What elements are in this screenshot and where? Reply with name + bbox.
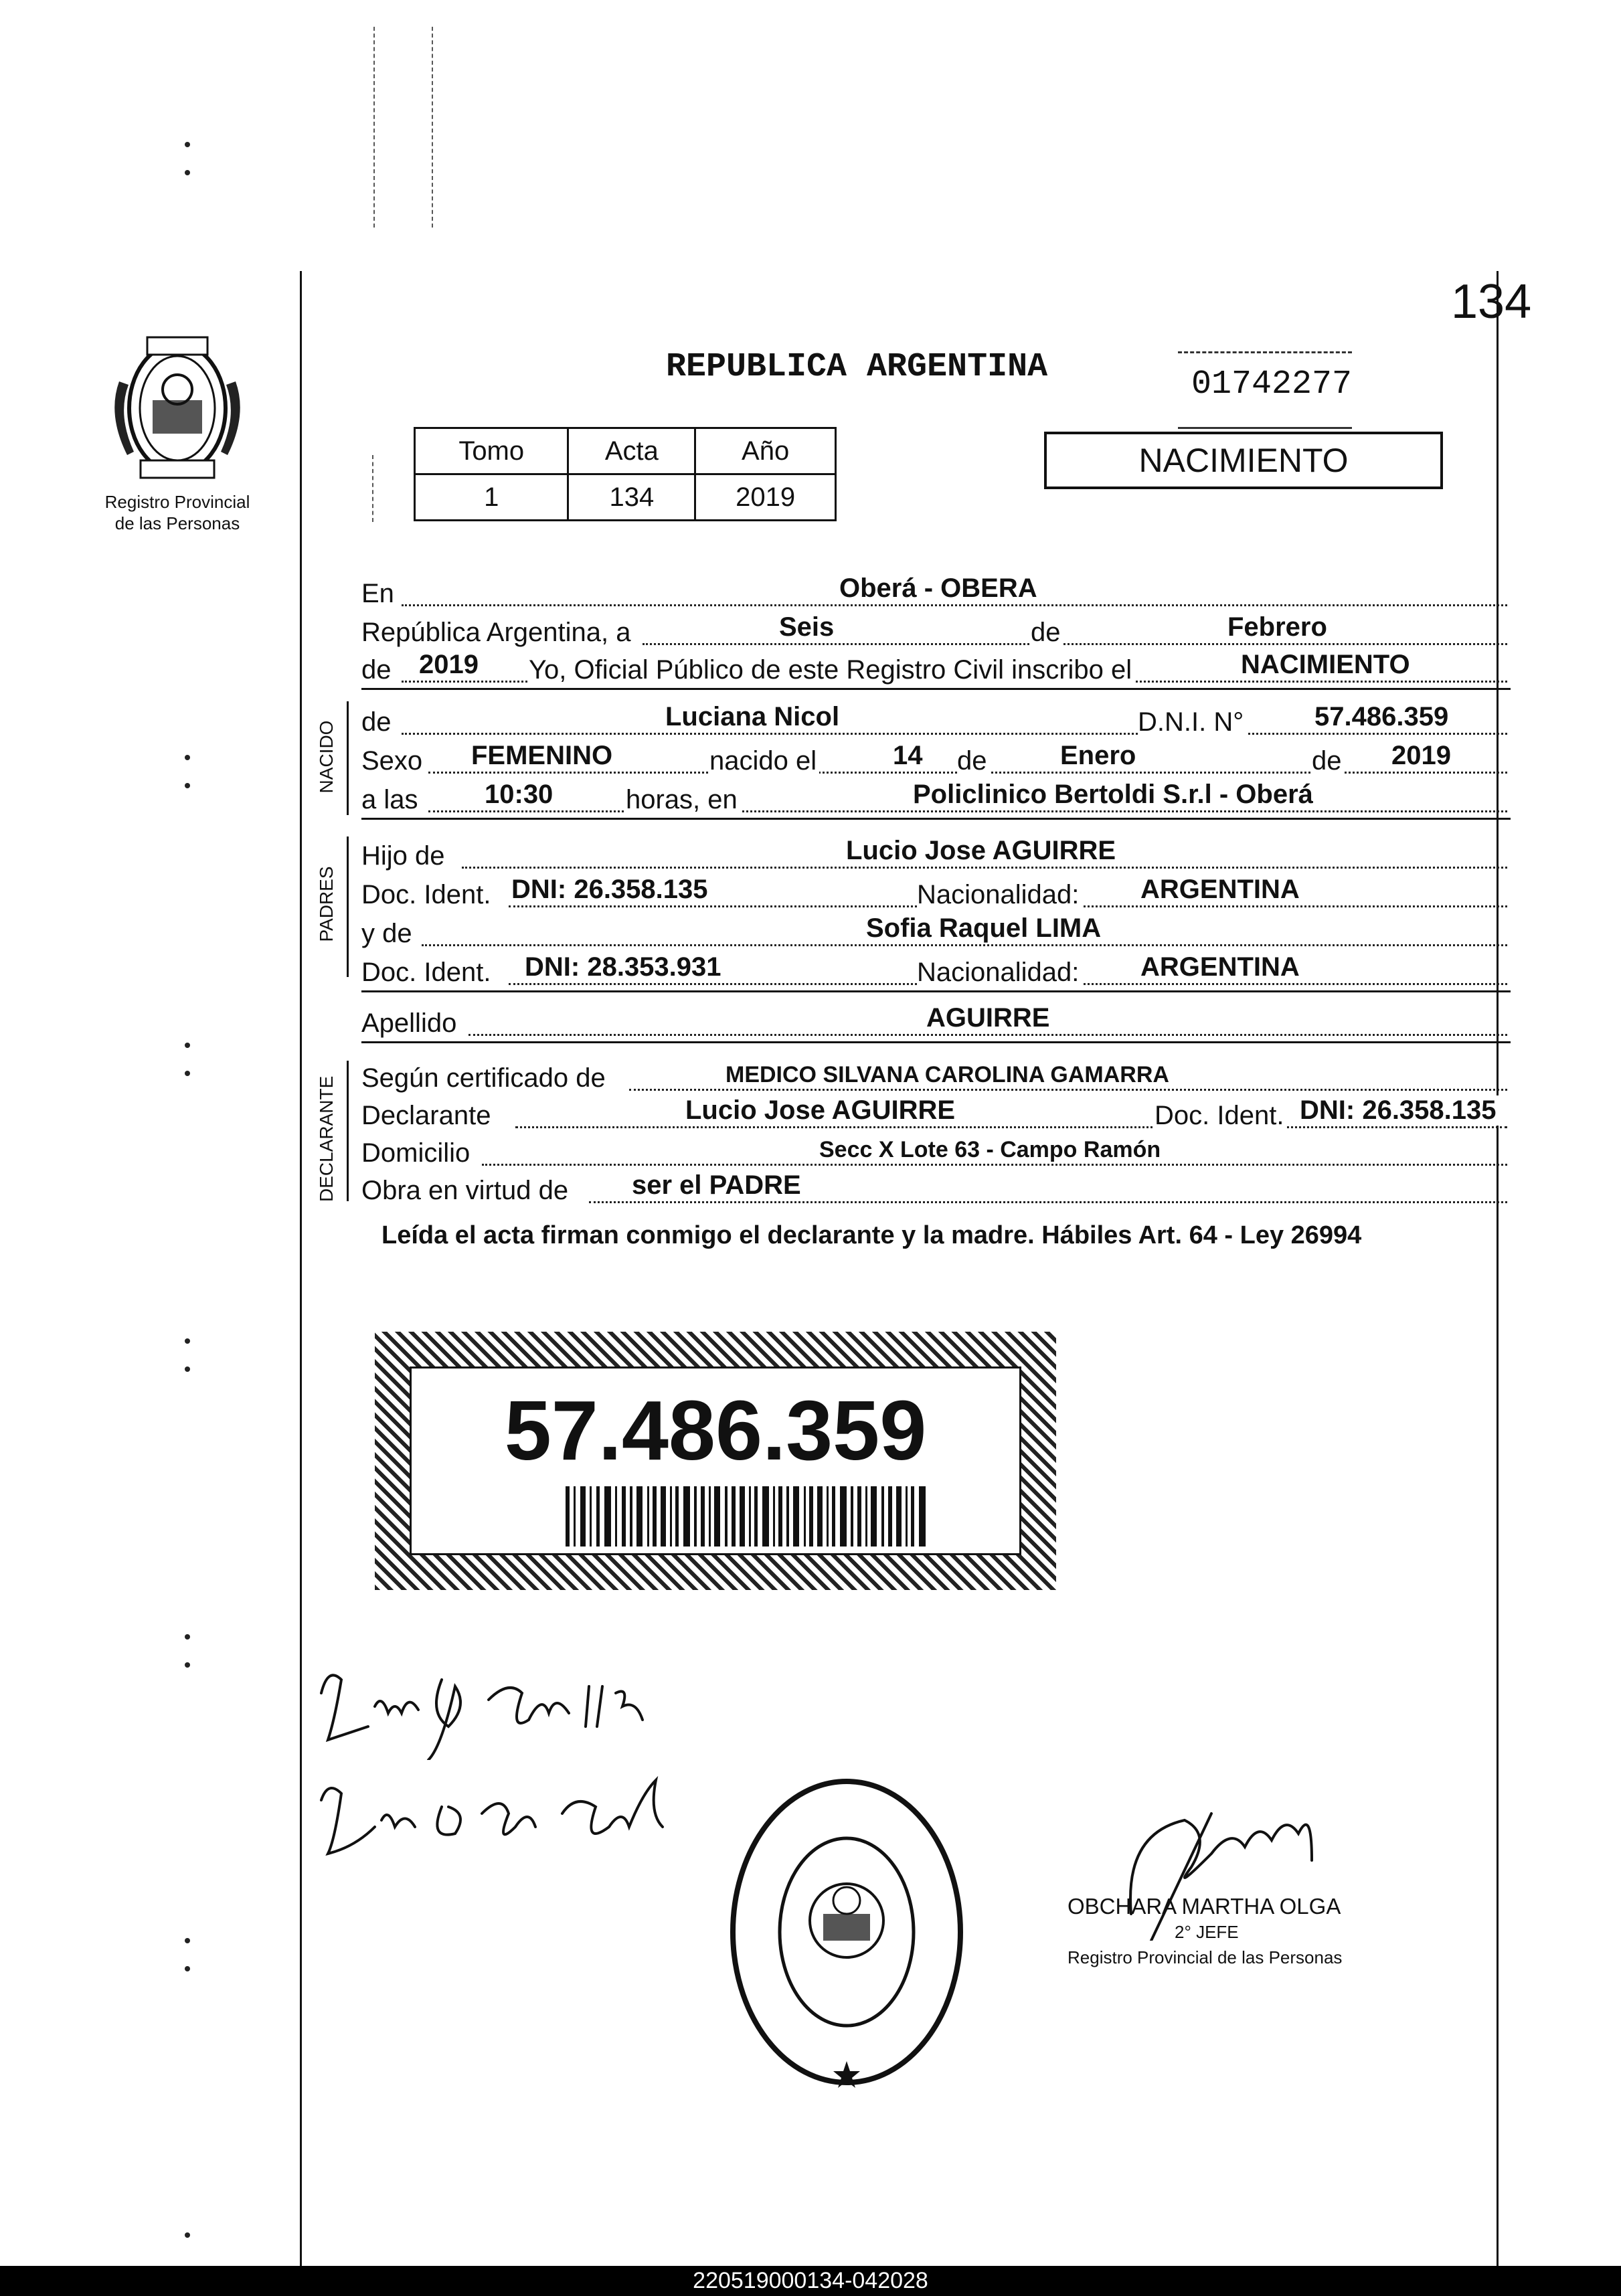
book-header-tomo: Tomo (415, 428, 568, 474)
sexo-label: Sexo (361, 746, 425, 776)
registry-logo (100, 328, 254, 489)
dom-label: Domicilio (361, 1138, 473, 1168)
margin-dot (185, 1634, 190, 1640)
section-divider (361, 818, 1511, 820)
nacido-el-label: nacido el (709, 746, 819, 776)
book-value-ano: 2019 (695, 474, 836, 521)
row-nacido-time (361, 780, 1507, 815)
margin-dot (185, 1938, 190, 1943)
mother-doc: DNI: 28.353.931 (522, 952, 724, 982)
birth-place: Policlinico Bertoldi S.r.l - Oberá (910, 780, 1316, 810)
day-value: Seis (776, 612, 837, 642)
page-number: 134 (1451, 275, 1532, 329)
serial-number-box (1178, 351, 1352, 429)
row-en (361, 574, 1507, 609)
margin-dot (185, 1043, 190, 1048)
signature-madre (308, 1753, 723, 1867)
cert-label: Según certificado de (361, 1063, 608, 1093)
nacido-de-label: de (361, 707, 394, 737)
official-title: 2° JEFE (1175, 1922, 1239, 1942)
mother-doc-label: Doc. Ident. (361, 958, 493, 988)
margin-dot (185, 755, 190, 760)
margin-dot (185, 783, 190, 788)
padres-bracket (347, 836, 349, 977)
father-doc: DNI: 26.358.135 (509, 875, 711, 905)
birth-month: Enero (1057, 741, 1138, 771)
signature-declarante (308, 1653, 723, 1760)
row-father-doc (361, 875, 1507, 910)
month-value: Febrero (1225, 612, 1330, 642)
birth-year: 2019 (1389, 741, 1454, 771)
book-table-values (415, 474, 836, 521)
dom-value: Secc X Lote 63 - Campo Ramón (817, 1137, 1163, 1163)
sexo-value: FEMENINO (468, 741, 615, 771)
book-header-acta: Acta (568, 428, 695, 474)
obra-label: Obra en virtud de (361, 1176, 571, 1206)
child-name: Luciana Nicol (663, 702, 842, 732)
row-nacido-name (361, 703, 1507, 737)
row-y-de (361, 914, 1507, 949)
dashed-mark (373, 27, 376, 228)
dashed-mark (372, 455, 375, 522)
year-value: 2019 (416, 650, 481, 680)
serial-number: 01742277 (1191, 365, 1353, 404)
section-divider (361, 1041, 1511, 1043)
book-table (414, 427, 837, 521)
a-las-label: a las (361, 785, 421, 815)
de-label-2: de (361, 655, 394, 685)
margin-dot (185, 1966, 190, 1971)
closing-note: Leída el acta firman conmigo el declarante y la madre. Hábiles Art. 64 - Ley 26994 (381, 1221, 1362, 1249)
father-nat-label: Nacionalidad: (917, 880, 1082, 910)
de-label-4: de (1312, 746, 1345, 776)
decl-label: Declarante (361, 1101, 493, 1131)
row-mother-doc (361, 953, 1507, 988)
barcode (566, 1486, 934, 1547)
margin-dot (185, 1338, 190, 1344)
book-value-tomo: 1 (415, 474, 568, 521)
book-value-acta: 134 (568, 474, 695, 521)
apellido-label: Apellido (361, 1008, 459, 1039)
book-header-ano: Año (695, 428, 836, 474)
official-office: Registro Provincial de las Personas (1068, 1947, 1343, 1967)
margin-dot (185, 142, 190, 147)
apellido-value: AGUIRRE (924, 1003, 1052, 1033)
row-republica (361, 613, 1507, 648)
footer-id: 220519000134-042028 (693, 2268, 928, 2293)
en-label: En (361, 579, 397, 609)
official-name: OBCHARA MARTHA OLGA (1068, 1894, 1341, 1919)
section-divider (361, 990, 1511, 992)
birth-time: 10:30 (482, 780, 556, 810)
republica-label: República Argentina, a (361, 618, 634, 648)
decl-value: Lucio Jose AGUIRRE (683, 1095, 958, 1126)
place-value: Oberá - OBERA (837, 573, 1040, 604)
dni-sticker-number: 57.486.359 (504, 1383, 927, 1478)
dni-sticker (375, 1332, 1056, 1590)
margin-dot (185, 2232, 190, 2238)
padres-section-label: PADRES (316, 866, 337, 942)
child-dni: 57.486.359 (1312, 702, 1451, 732)
row-certificado (361, 1059, 1507, 1093)
delegation-seal (730, 1777, 964, 2088)
row-nacido-sexo (361, 741, 1507, 776)
row-apellido (361, 1004, 1507, 1039)
statement-text: Yo, Oficial Público de este Registro Civil inscribo el (529, 655, 1134, 685)
horas-en-label: horas, en (626, 785, 740, 815)
margin-dot (185, 1366, 190, 1372)
mother-name: Sofia Raquel LIMA (863, 913, 1104, 944)
decl-doc: DNI: 26.358.135 (1297, 1095, 1499, 1126)
nacido-section-label: NACIDO (316, 720, 337, 794)
section-divider (361, 688, 1511, 690)
y-de-label: y de (361, 919, 415, 949)
dni-label: D.N.I. N° (1138, 707, 1246, 737)
hijo-de-label: Hijo de (361, 841, 448, 871)
cert-value: MEDICO SILVANA CAROLINA GAMARRA (723, 1062, 1172, 1088)
row-declarante (361, 1096, 1507, 1131)
father-name: Lucio Jose AGUIRRE (843, 836, 1118, 866)
book-table-header (415, 428, 836, 474)
row-statement (361, 650, 1507, 685)
doc-type-box: NACIMIENTO (1044, 432, 1443, 489)
mother-nat-label: Nacionalidad: (917, 958, 1082, 988)
country-title: REPUBLICA ARGENTINA (666, 348, 1048, 386)
father-nat: ARGENTINA (1138, 875, 1302, 905)
margin-dot (185, 170, 190, 175)
row-domicilio (361, 1134, 1507, 1168)
declarante-bracket (347, 1061, 349, 1201)
birth-day: 14 (890, 741, 926, 771)
margin-dot (185, 1662, 190, 1668)
registry-caption-line2: de las Personas (114, 513, 240, 533)
decl-doc-label: Doc. Ident. (1155, 1101, 1286, 1131)
registry-caption-line1: Registro Provincial (104, 492, 250, 512)
declarante-section-label: DECLARANTE (316, 1075, 337, 1202)
row-hijo-de (361, 836, 1507, 871)
dni-sticker-inner (410, 1366, 1021, 1555)
de-label: de (1031, 618, 1063, 648)
dashed-mark (432, 27, 434, 228)
margin-dot (185, 1071, 190, 1076)
obra-value: ser el PADRE (629, 1170, 804, 1201)
nacido-bracket (347, 701, 349, 815)
row-obra (361, 1171, 1507, 1206)
de-label-3: de (957, 746, 990, 776)
footer-bar (0, 2266, 1621, 2296)
father-doc-label: Doc. Ident. (361, 880, 493, 910)
event-value: NACIMIENTO (1238, 650, 1413, 680)
left-frame-line (300, 271, 302, 2296)
mother-nat: ARGENTINA (1138, 952, 1302, 982)
